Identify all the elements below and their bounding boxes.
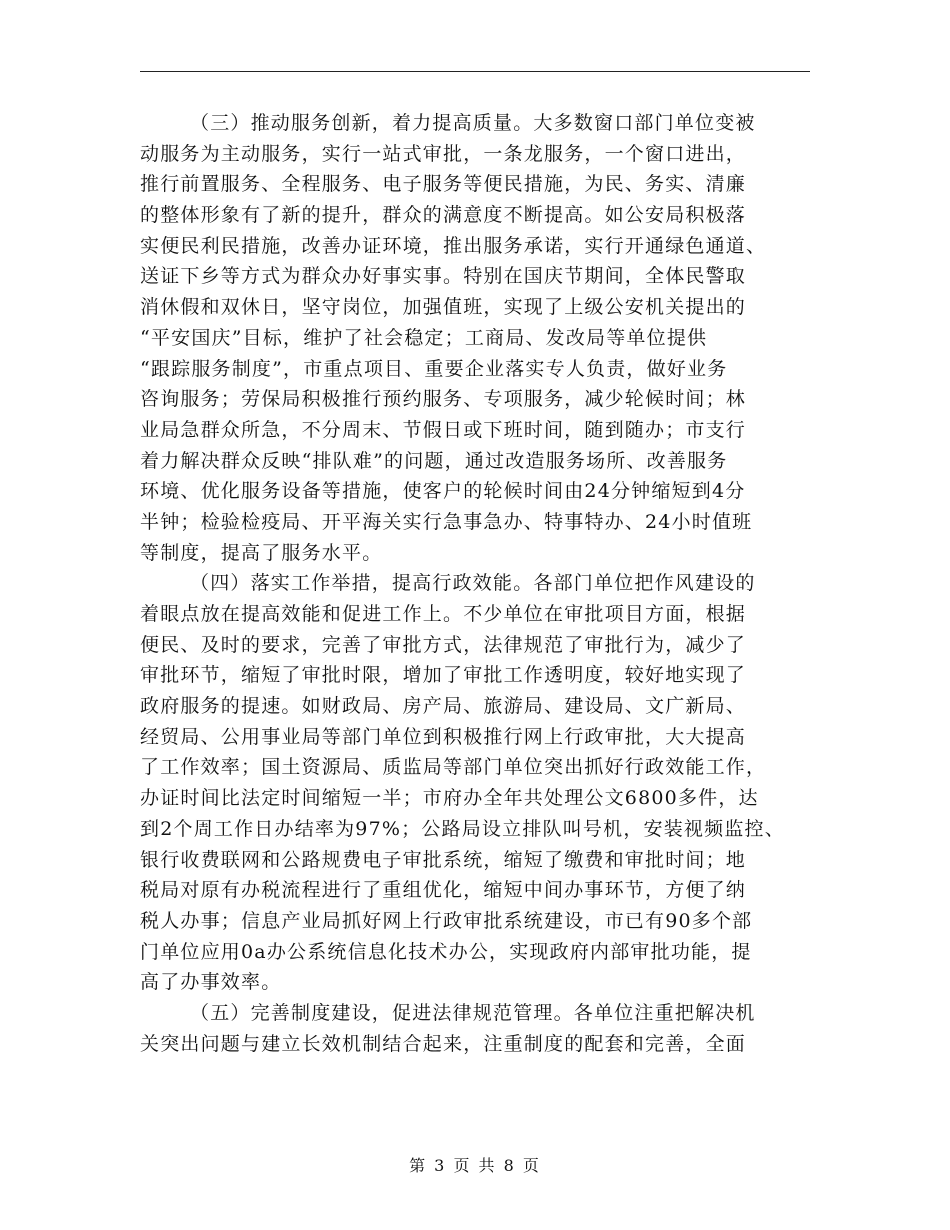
paragraph-line: 环境、优化服务设备等措施，使客户的轮候时间由24分钟缩短到4分 — [140, 480, 746, 503]
document-body — [140, 108, 820, 1059]
paragraph-line: “跟踪服务制度”，市重点项目、重要企业落实专人负责，做好业务 — [140, 357, 728, 380]
paragraph-line: 便民、及时的要求，完善了审批方式，法律规范了审批行为，减少了 — [140, 633, 747, 656]
paragraph-first-line: （四）落实工作举措，提高行政效能。各部门单位把作风建设的 — [190, 572, 756, 595]
paragraph-line: 实便民利民措施，改善办证环境，推出服务承诺，实行开通绿色通道、 — [140, 234, 767, 257]
paragraph-line: 送证下乡等方式为群众办好事实事。特别在国庆节期间，全体民警取 — [140, 265, 747, 288]
paragraph-line: “平安国庆”目标，维护了社会稳定；工商局、发改局等单位提供 — [140, 326, 708, 349]
paragraph-line: 门单位应用0a办公系统信息化技术办公，实现政府内部审批功能，提 — [140, 940, 752, 963]
paragraph-line: 了工作效率；国土资源局、质监局等部门单位突出抓好行政效能工作， — [140, 756, 767, 779]
paragraph-line: 到2个周工作日办结率为97%；公路局设立排队叫号机，安装视频监控、 — [140, 817, 785, 840]
header-rule — [140, 71, 810, 72]
paragraph-line: 推行前置服务、全程服务、电子服务等便民措施，为民、务实、清廉 — [140, 173, 747, 196]
paragraph-line: 咨询服务；劳保局积极推行预约服务、专项服务，减少轮候时间；林 — [140, 388, 747, 411]
paragraph-line: 银行收费联网和公路规费电子审批系统，缩短了缴费和审批时间；地 — [140, 848, 747, 871]
paragraph-line: 半钟；检验检疫局、开平海关实行急事急办、特事特办、24小时值班 — [140, 510, 753, 533]
page-footer: 第 3 页 共 8 页 — [409, 1156, 541, 1175]
paragraph-line: 审批环节，缩短了审批时限，增加了审批工作透明度，较好地实现了 — [140, 664, 747, 687]
paragraph-line: 的整体形象有了新的提升，群众的满意度不断提高。如公安局积极落 — [140, 204, 747, 227]
paragraph-line: 税人办事；信息产业局抓好网上行政审批系统建设，市已有90多个部 — [140, 909, 753, 932]
paragraph-first-line: （五）完善制度建设，促进法律规范管理。各单位注重把解决机 — [190, 1001, 756, 1024]
paragraph-line: 着眼点放在提高效能和促进工作上。不少单位在审批项目方面，根据 — [140, 603, 747, 625]
paragraph-line: 办证时间比法定时间缩短一半；市府办全年共处理公文6800多件，达 — [140, 787, 759, 810]
paragraph-first-line: （三）推动服务创新，着力提高质量。大多数窗口部门单位变被 — [190, 112, 756, 134]
paragraph-line: 政府服务的提速。如财政局、房产局、旅游局、建设局、文广新局、 — [140, 695, 747, 718]
paragraph-line: 经贸局、公用事业局等部门单位到积极推行网上行政审批，大大提高 — [140, 725, 747, 748]
paragraph-line: 动服务为主动服务，实行一站式审批，一条龙服务，一个窗口进出， — [140, 142, 747, 165]
paragraph-line: 消休假和双休日，坚守岗位，加强值班，实现了上级公安机关提出的 — [140, 296, 747, 319]
paragraph-line: 高了办事效率。 — [140, 971, 282, 994]
paragraph-line: 着力解决群众反映“排队难”的问题，通过改造服务场所、改善服务 — [140, 449, 728, 472]
paragraph-line: 税局对原有办税流程进行了重组优化，缩短中间办事环节，方便了纳 — [140, 879, 747, 902]
paragraph-line: 等制度，提高了服务水平。 — [140, 541, 383, 564]
paragraph-line: 关突出问题与建立长效机制结合起来，注重制度的配套和完善，全面 — [140, 1032, 747, 1055]
paragraph-line: 业局急群众所急，不分周末、节假日或下班时间，随到随办；市支行 — [140, 418, 747, 441]
